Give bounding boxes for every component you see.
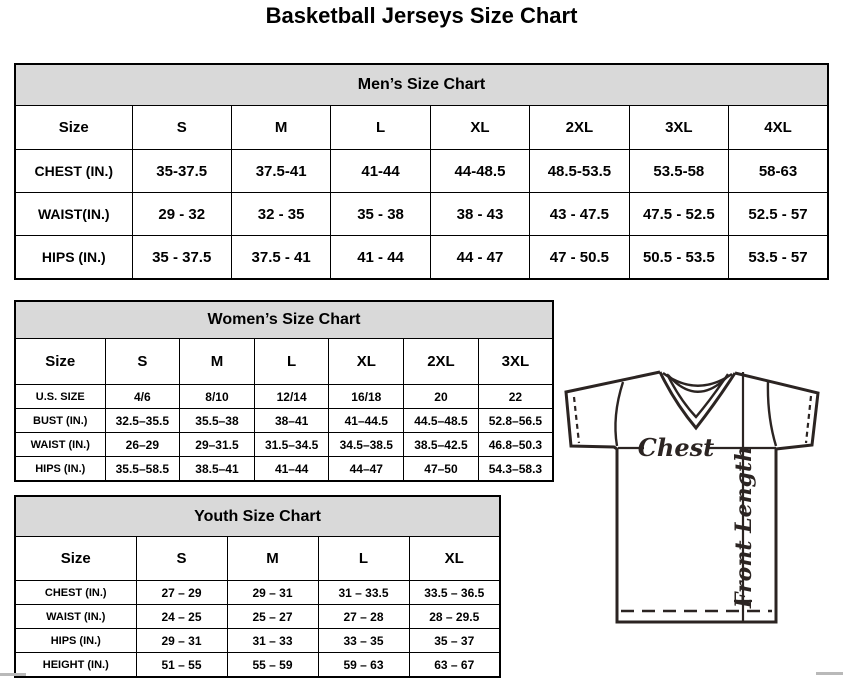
row-label: WAIST (IN.) bbox=[15, 605, 136, 629]
size-value-cell: 41 - 44 bbox=[331, 236, 430, 280]
jersey-right-cuff-stitch bbox=[806, 396, 811, 443]
size-value-cell: 53.5 - 57 bbox=[729, 236, 828, 280]
size-value-cell: 4/6 bbox=[105, 385, 180, 409]
size-value-cell: 48.5-53.5 bbox=[530, 150, 629, 193]
column-header: L bbox=[254, 339, 329, 385]
youth-table-header-row bbox=[15, 496, 500, 537]
scrollbar-fragment-right[interactable] bbox=[816, 672, 843, 675]
jersey-right-sleeve-seam bbox=[768, 381, 776, 446]
size-value-cell: 53.5-58 bbox=[629, 150, 728, 193]
size-value-cell: 32.5–35.5 bbox=[105, 409, 180, 433]
column-header: S bbox=[132, 106, 231, 150]
table-row bbox=[15, 385, 553, 409]
size-value-cell: 27 – 28 bbox=[318, 605, 409, 629]
row-label: WAIST(IN.) bbox=[15, 193, 132, 236]
row-label: WAIST (IN.) bbox=[15, 433, 105, 457]
jersey-outline bbox=[566, 372, 818, 622]
jersey-measurement-diagram bbox=[556, 360, 843, 632]
table-row bbox=[15, 629, 500, 653]
youth-column-header-row bbox=[15, 537, 500, 581]
column-header: M bbox=[231, 106, 330, 150]
size-value-cell: 35 - 37.5 bbox=[132, 236, 231, 280]
youth-size-table bbox=[14, 495, 501, 678]
row-label: HIPS (IN.) bbox=[15, 457, 105, 482]
row-label: HIPS (IN.) bbox=[15, 629, 136, 653]
size-value-cell: 35.5–58.5 bbox=[105, 457, 180, 482]
column-header: XL bbox=[409, 537, 500, 581]
column-header: L bbox=[318, 537, 409, 581]
size-value-cell: 44-48.5 bbox=[430, 150, 529, 193]
row-label: HEIGHT (IN.) bbox=[15, 653, 136, 678]
column-header: 2XL bbox=[530, 106, 629, 150]
size-value-cell: 44–47 bbox=[329, 457, 404, 482]
size-value-cell: 33.5 – 36.5 bbox=[409, 581, 500, 605]
size-value-cell: 31 – 33.5 bbox=[318, 581, 409, 605]
size-value-cell: 29 – 31 bbox=[136, 629, 227, 653]
youth-table-title: Youth Size Chart bbox=[15, 496, 500, 537]
size-value-cell: 31 – 33 bbox=[227, 629, 318, 653]
size-value-cell: 38.5–42.5 bbox=[404, 433, 479, 457]
womens-column-header-row bbox=[15, 339, 553, 385]
mens-table-header-row bbox=[15, 64, 828, 106]
table-row bbox=[15, 581, 500, 605]
size-value-cell: 41–44.5 bbox=[329, 409, 404, 433]
size-value-cell: 29 – 31 bbox=[227, 581, 318, 605]
size-value-cell: 43 - 47.5 bbox=[530, 193, 629, 236]
size-value-cell: 25 – 27 bbox=[227, 605, 318, 629]
size-value-cell: 47.5 - 52.5 bbox=[629, 193, 728, 236]
size-value-cell: 58-63 bbox=[729, 150, 828, 193]
size-value-cell: 31.5–34.5 bbox=[254, 433, 329, 457]
size-corner-header: Size bbox=[15, 106, 132, 150]
row-label: CHEST (IN.) bbox=[15, 150, 132, 193]
womens-table-title: Women’s Size Chart bbox=[15, 301, 553, 339]
size-value-cell: 41-44 bbox=[331, 150, 430, 193]
mens-table-title: Men’s Size Chart bbox=[15, 64, 828, 106]
size-value-cell: 24 – 25 bbox=[136, 605, 227, 629]
womens-size-table bbox=[14, 300, 554, 482]
size-value-cell: 52.8–56.5 bbox=[478, 409, 553, 433]
table-row bbox=[15, 433, 553, 457]
table-row bbox=[15, 409, 553, 433]
jersey-left-cuff-stitch bbox=[574, 397, 579, 443]
size-value-cell: 38.5–41 bbox=[180, 457, 255, 482]
size-value-cell: 37.5-41 bbox=[231, 150, 330, 193]
table-row bbox=[15, 150, 828, 193]
size-value-cell: 22 bbox=[478, 385, 553, 409]
size-value-cell: 28 – 29.5 bbox=[409, 605, 500, 629]
size-value-cell: 32 - 35 bbox=[231, 193, 330, 236]
size-value-cell: 16/18 bbox=[329, 385, 404, 409]
size-value-cell: 46.8–50.3 bbox=[478, 433, 553, 457]
scrollbar-fragment-left[interactable] bbox=[0, 673, 26, 676]
front-length-label: Front Length bbox=[731, 445, 757, 609]
size-value-cell: 41–44 bbox=[254, 457, 329, 482]
table-row bbox=[15, 457, 553, 482]
size-value-cell: 35-37.5 bbox=[132, 150, 231, 193]
column-header: L bbox=[331, 106, 430, 150]
table-row bbox=[15, 605, 500, 629]
table-row bbox=[15, 236, 828, 280]
column-header: S bbox=[136, 537, 227, 581]
column-header: M bbox=[180, 339, 255, 385]
size-value-cell: 44.5–48.5 bbox=[404, 409, 479, 433]
size-value-cell: 20 bbox=[404, 385, 479, 409]
jersey-collar-band-inner bbox=[668, 375, 728, 392]
size-value-cell: 54.3–58.3 bbox=[478, 457, 553, 482]
size-value-cell: 27 – 29 bbox=[136, 581, 227, 605]
size-value-cell: 34.5–38.5 bbox=[329, 433, 404, 457]
size-value-cell: 47 - 50.5 bbox=[530, 236, 629, 280]
size-value-cell: 35 - 38 bbox=[331, 193, 430, 236]
size-value-cell: 12/14 bbox=[254, 385, 329, 409]
size-value-cell: 29 - 32 bbox=[132, 193, 231, 236]
page-title: Basketball Jerseys Size Chart bbox=[265, 3, 578, 28]
column-header: S bbox=[105, 339, 180, 385]
size-value-cell: 55 – 59 bbox=[227, 653, 318, 678]
table-row bbox=[15, 653, 500, 678]
column-header: 3XL bbox=[478, 339, 553, 385]
size-value-cell: 8/10 bbox=[180, 385, 255, 409]
womens-table-header-row bbox=[15, 301, 553, 339]
size-value-cell: 50.5 - 53.5 bbox=[629, 236, 728, 280]
row-label: BUST (IN.) bbox=[15, 409, 105, 433]
jersey-left-sleeve-seam bbox=[615, 382, 623, 446]
size-corner-header: Size bbox=[15, 339, 105, 385]
row-label: HIPS (IN.) bbox=[15, 236, 132, 280]
size-value-cell: 26–29 bbox=[105, 433, 180, 457]
size-value-cell: 35 – 37 bbox=[409, 629, 500, 653]
column-header: 3XL bbox=[629, 106, 728, 150]
column-header: XL bbox=[430, 106, 529, 150]
row-label: CHEST (IN.) bbox=[15, 581, 136, 605]
size-value-cell: 37.5 - 41 bbox=[231, 236, 330, 280]
size-value-cell: 51 – 55 bbox=[136, 653, 227, 678]
size-value-cell: 59 – 63 bbox=[318, 653, 409, 678]
column-header: 2XL bbox=[404, 339, 479, 385]
size-value-cell: 38 - 43 bbox=[430, 193, 529, 236]
chest-label: Chest bbox=[637, 433, 715, 462]
size-corner-header: Size bbox=[15, 537, 136, 581]
column-header: 4XL bbox=[729, 106, 828, 150]
column-header: M bbox=[227, 537, 318, 581]
size-value-cell: 35.5–38 bbox=[180, 409, 255, 433]
mens-column-header-row bbox=[15, 106, 828, 150]
size-value-cell: 44 - 47 bbox=[430, 236, 529, 280]
size-value-cell: 52.5 - 57 bbox=[729, 193, 828, 236]
mens-size-table bbox=[14, 63, 829, 280]
size-value-cell: 38–41 bbox=[254, 409, 329, 433]
size-value-cell: 63 – 67 bbox=[409, 653, 500, 678]
size-value-cell: 33 – 35 bbox=[318, 629, 409, 653]
row-label: U.S. SIZE bbox=[15, 385, 105, 409]
table-row bbox=[15, 193, 828, 236]
size-value-cell: 29–31.5 bbox=[180, 433, 255, 457]
size-value-cell: 47–50 bbox=[404, 457, 479, 482]
column-header: XL bbox=[329, 339, 404, 385]
